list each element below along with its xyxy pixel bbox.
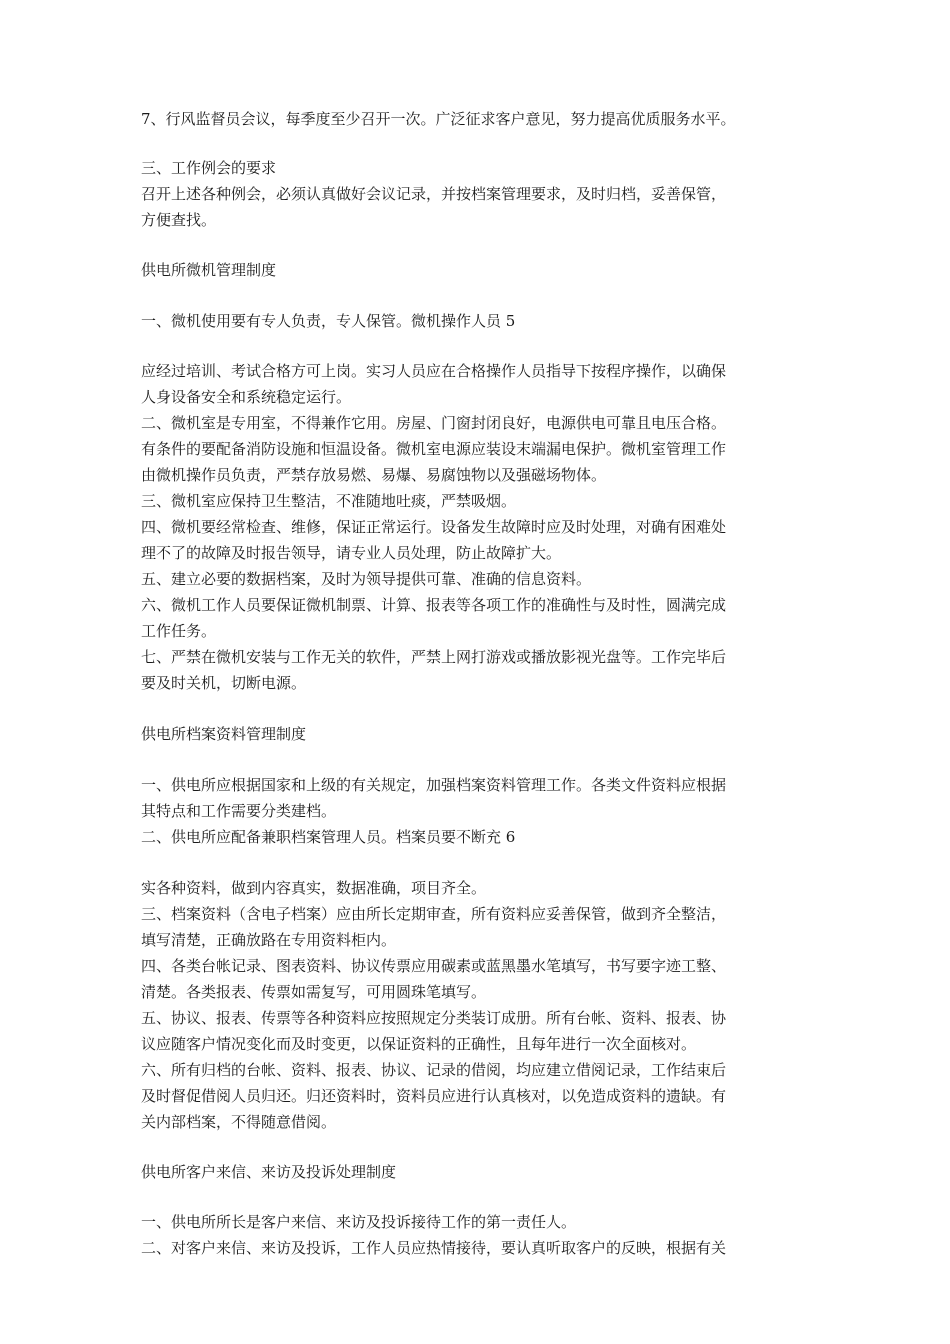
paragraph-line: 清楚。各类报表、传票如需复写，可用圆珠笔填写。 (141, 983, 487, 1001)
paragraph-line: 三、档案资料（含电子档案）应由所长定期审查，所有资料应妥善保管，做到齐全整洁， (141, 905, 727, 923)
paragraph-line: 二、微机室是专用室，不得兼作它用。房屋、门窗封闭良好，电源供电可靠且电压合格。 (141, 414, 727, 432)
paragraph-line: 7、行风监督员会议，每季度至少召开一次。广泛征求客户意见，努力提高优质服务水平。 (141, 110, 736, 128)
paragraph-line: 方便查找。 (141, 211, 217, 229)
paragraph-line: 四、各类台帐记录、图表资料、协议传票应用碳素或蓝黑墨水笔填写，书写要字迹工整、 (141, 957, 727, 975)
paragraph-line: 关内部档案，不得随意借阅。 (141, 1113, 337, 1131)
paragraph-line: 要及时关机，切断电源。 (141, 674, 307, 692)
document-body (141, 106, 821, 1261)
paragraph-line: 议应随客户情况变化而及时变更，以保证资料的正确性，且每年进行一次全面核对。 (141, 1035, 697, 1053)
paragraph-line: 由微机操作员负责，严禁存放易燃、易爆、易腐蚀物以及强磁场物体。 (141, 466, 607, 484)
paragraph-line: 有条件的要配备消防设施和恒温设备。微机室电源应装设末端漏电保护。微机室管理工作 (141, 440, 727, 458)
section-title-computer: 供电所微机管理制度 (141, 261, 277, 279)
paragraph-line: 一、供电所应根据国家和上级的有关规定，加强档案资料管理工作。各类文件资料应根据 (141, 776, 727, 794)
paragraph-line: 理不了的故障及时报告领导，请专业人员处理，防止故障扩大。 (141, 544, 562, 562)
paragraph-line: 七、严禁在微机安装与工作无关的软件，严禁上网打游戏或播放影视光盘等。工作完毕后 (141, 648, 727, 666)
paragraph-line: 一、微机使用要有专人负责，专人保管。微机操作人员 5 (141, 312, 516, 330)
paragraph-line: 四、微机要经常检查、维修，保证正常运行。设备发生故障时应及时处理，对确有困难处 (141, 518, 727, 536)
paragraph-line: 及时督促借阅人员归还。归还资料时，资料员应进行认真核对，以免造成资料的遗缺。有 (141, 1087, 727, 1105)
paragraph-line: 五、协议、报表、传票等各种资料应按照规定分类装订成册。所有台帐、资料、报表、协 (141, 1009, 727, 1027)
section-title-complaints: 供电所客户来信、来访及投诉处理制度 (141, 1163, 397, 1181)
paragraph-line: 三、微机室应保持卫生整洁，不准随地吐痰，严禁吸烟。 (141, 492, 517, 510)
paragraph-line: 工作任务。 (141, 622, 217, 640)
paragraph-line: 五、建立必要的数据档案，及时为领导提供可靠、准确的信息资料。 (141, 570, 592, 588)
paragraph-line: 二、供电所应配备兼职档案管理人员。档案员要不断充 6 (141, 828, 516, 846)
section-title-archives: 供电所档案资料管理制度 (141, 725, 307, 743)
paragraph-line: 其特点和工作需要分类建档。 (141, 802, 337, 820)
paragraph-line: 人身设备安全和系统稳定运行。 (141, 388, 352, 406)
paragraph-line: 应经过培训、考试合格方可上岗。实习人员应在合格操作人员指导下按程序操作，以确保 (141, 362, 727, 380)
paragraph-line: 实各种资料，做到内容真实，数据准确，项目齐全。 (141, 879, 487, 897)
paragraph-line: 六、微机工作人员要保证微机制票、计算、报表等各项工作的准确性与及时性，圆满完成 (141, 596, 727, 614)
paragraph-line: 一、供电所所长是客户来信、来访及投诉接待工作的第一责任人。 (141, 1213, 577, 1231)
paragraph-line: 二、对客户来信、来访及投诉，工作人员应热情接待，要认真听取客户的反映，根据有关 (141, 1239, 727, 1257)
paragraph-line: 召开上述各种例会，必须认真做好会议记录，并按档案管理要求，及时归档，妥善保管， (141, 185, 727, 203)
paragraph-line: 六、所有归档的台帐、资料、报表、协议、记录的借阅，均应建立借阅记录，工作结束后 (141, 1061, 727, 1079)
section-heading: 三、工作例会的要求 (141, 159, 277, 177)
paragraph-line: 填写清楚，正确放路在专用资料柜内。 (141, 931, 397, 949)
